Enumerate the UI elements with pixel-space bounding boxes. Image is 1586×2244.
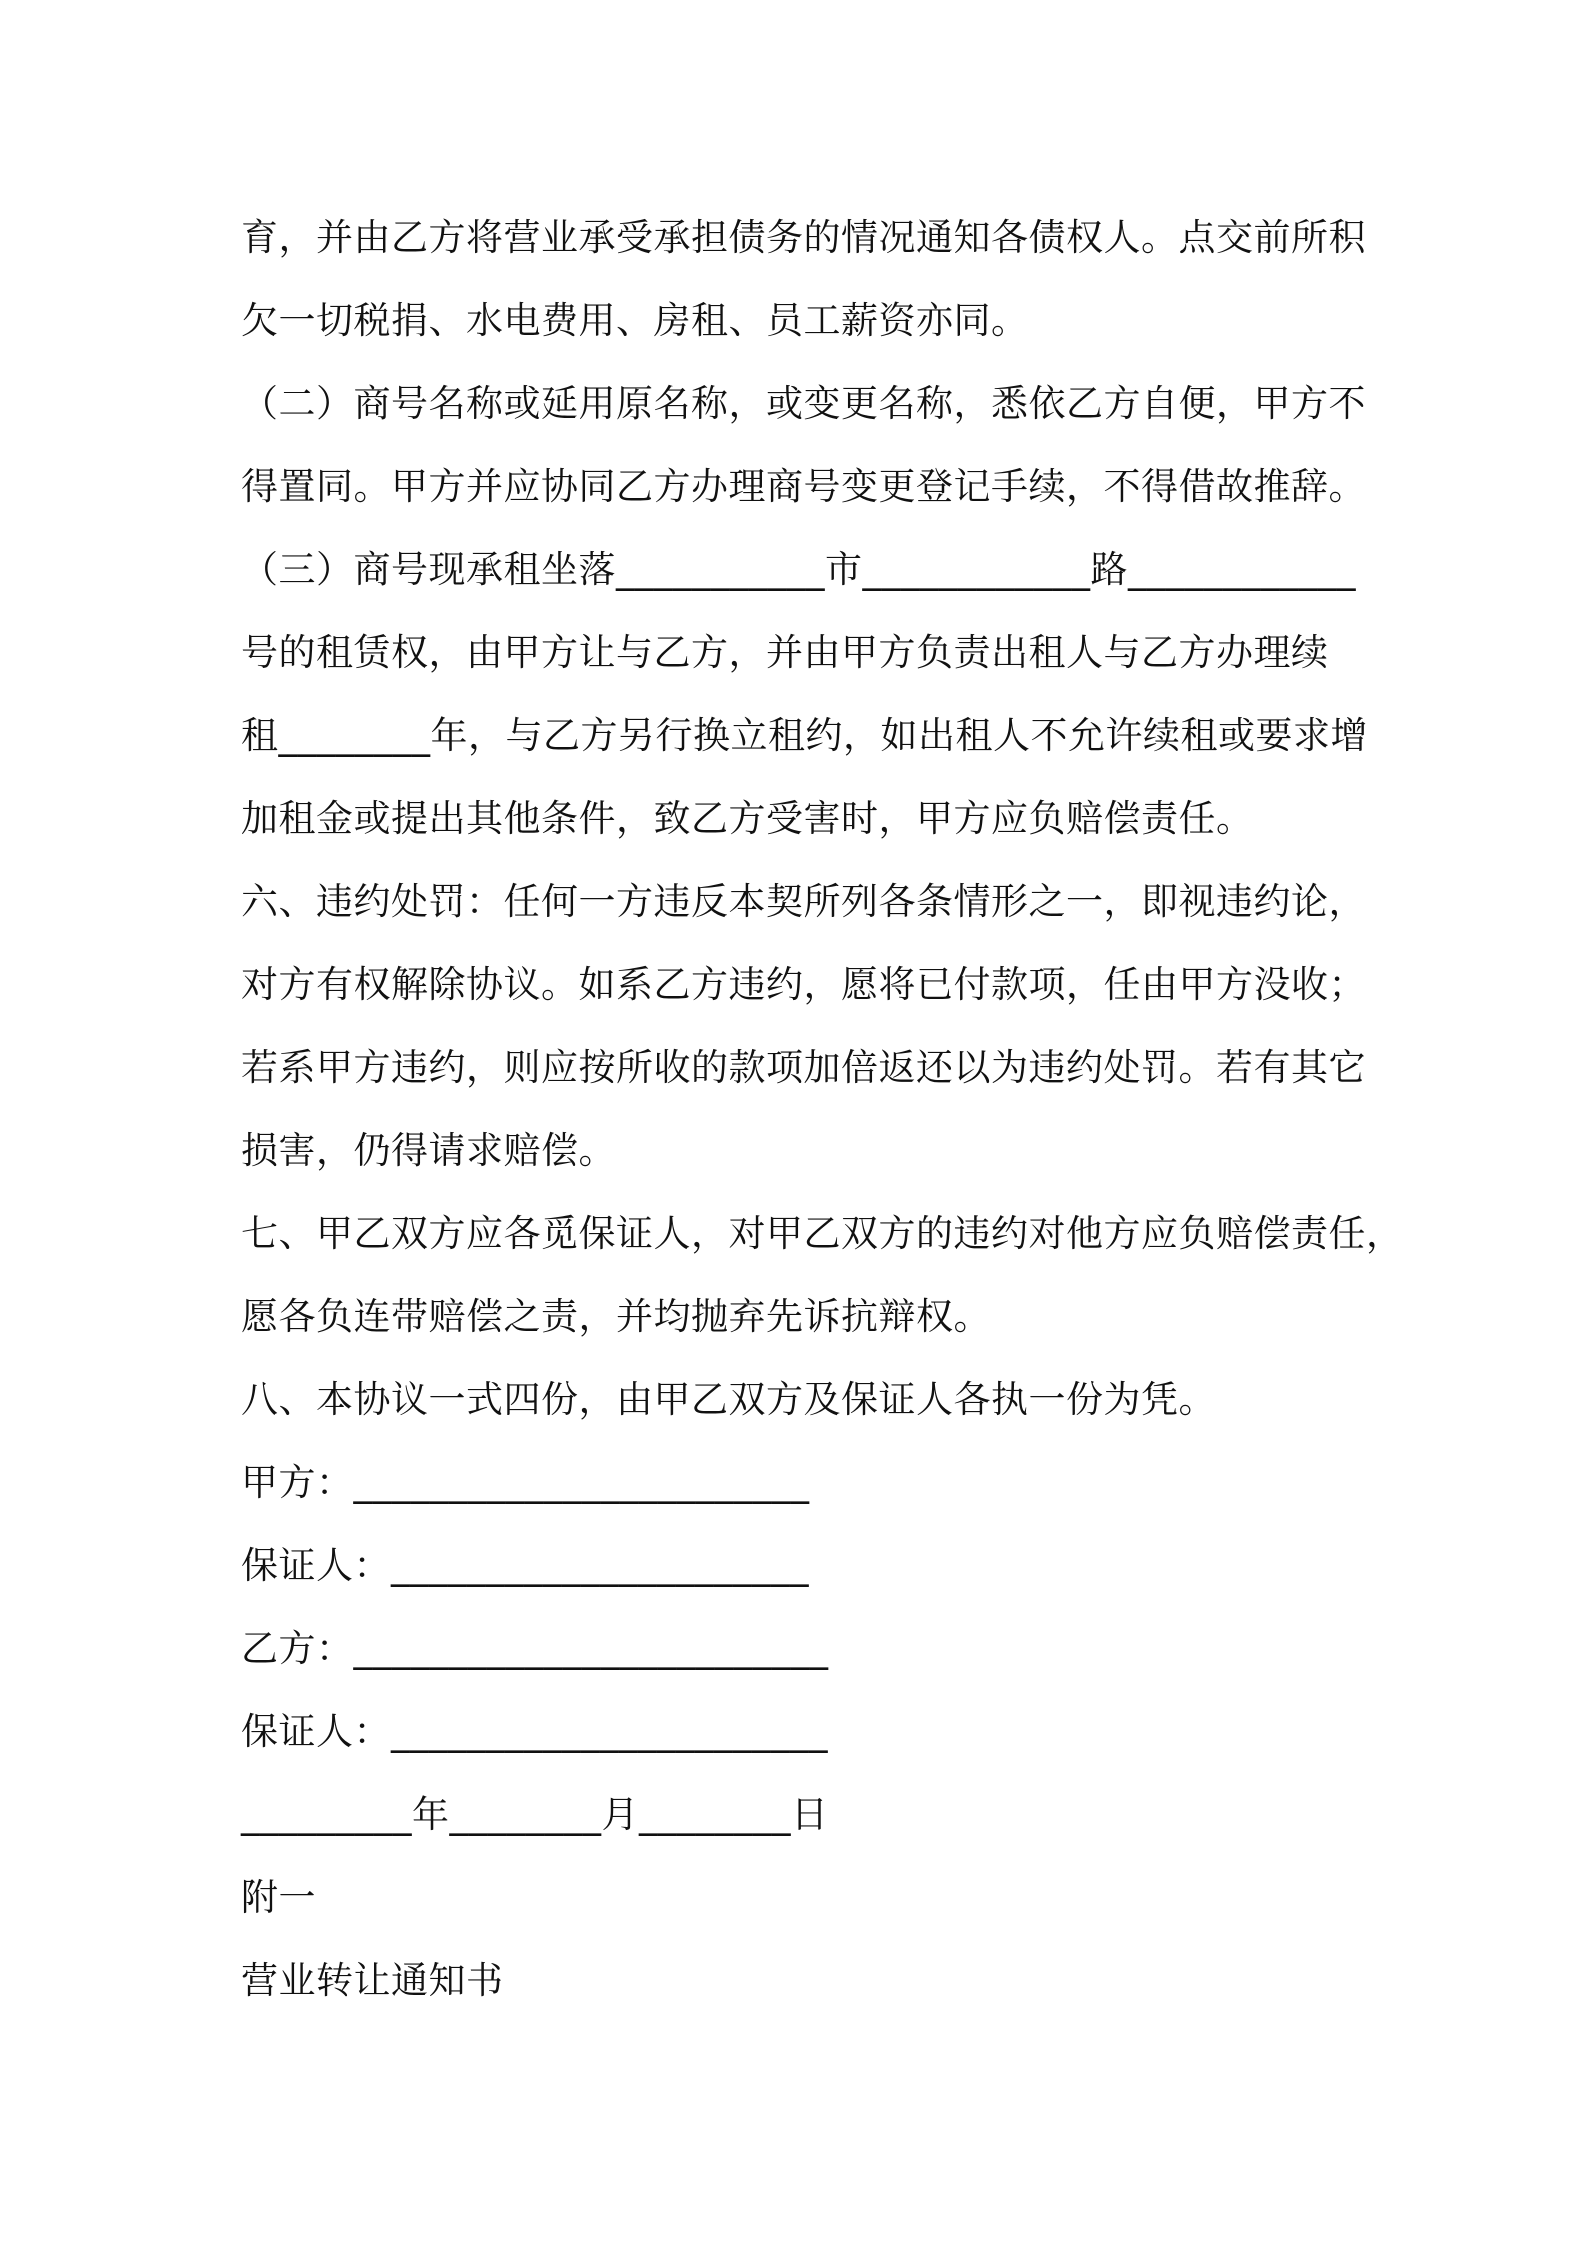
text-line: 加租金或提出其他条件，致乙方受害时，甲方应负赔偿责任。 (241, 797, 1254, 840)
text-line: 愿各负连带赔偿之责，并均抛弃先诉抗辩权。 (241, 1295, 991, 1338)
clause-3-line: （三）商号现承租坐落___________市____________路____________ (241, 548, 1356, 591)
document-page (241, 196, 1404, 2022)
party-b-signature-line: 乙方：_________________________ (241, 1627, 829, 1670)
article-7-line: 七、甲乙双方应各觅保证人，对甲乙双方的违约对他方应负赔偿责任， (241, 1212, 1404, 1255)
appendix-title: 营业转让通知书 (241, 1959, 504, 2002)
text-line: 损害，仍得请求赔偿。 (241, 1129, 616, 1172)
text-line: 租________年，与乙方另行换立租约，如出租人不允许续租或要求增 (241, 714, 1368, 757)
date-line: _________年________月________日 (241, 1793, 829, 1836)
text-line: 育，并由乙方将营业承受承担债务的情况通知各债权人。点交前所积 (241, 216, 1366, 259)
text-line: 欠一切税捐、水电费用、房租、员工薪资亦同。 (241, 299, 1029, 342)
text-line: 号的租赁权，由甲方让与乙方，并由甲方负责出租人与乙方办理续 (241, 631, 1329, 674)
text-line: 对方有权解除协议。如系乙方违约，愿将已付款项，任由甲方没收； (241, 963, 1366, 1006)
text-line: 若系甲方违约，则应按所收的款项加倍返还以为违约处罚。若有其它 (241, 1046, 1366, 1089)
party-a-signature-line: 甲方：________________________ (241, 1461, 810, 1504)
appendix-label: 附一 (241, 1876, 316, 1919)
article-6-line: 六、违约处罚：任何一方违反本契所列各条情形之一，即视违约论， (241, 880, 1366, 923)
text-line: 得置同。甲方并应协同乙方办理商号变更登记手续，不得借故推辞。 (241, 465, 1366, 508)
guarantor-a-signature-line: 保证人：______________________ (241, 1544, 809, 1587)
clause-2-line: （二）商号名称或延用原名称，或变更名称，悉依乙方自便，甲方不 (241, 382, 1366, 425)
article-8-line: 八、本协议一式四份，由甲乙双方及保证人各执一份为凭。 (241, 1378, 1216, 1421)
guarantor-b-signature-line: 保证人：_______________________ (241, 1710, 828, 1753)
